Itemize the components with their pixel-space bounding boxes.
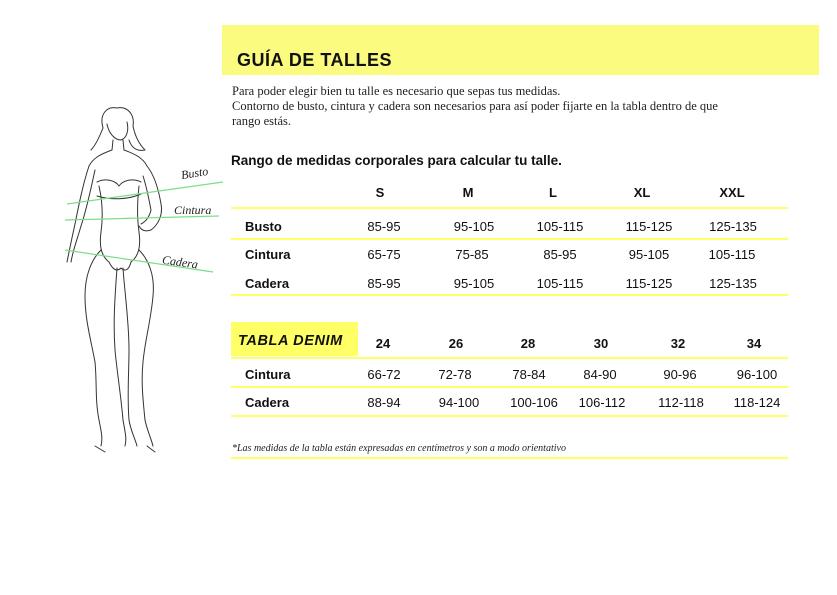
row-label-cadera: Cadera — [245, 395, 290, 410]
row-label-cadera: Cadera — [245, 276, 290, 291]
denim-size-header: 26 — [448, 336, 464, 351]
row-label-cintura: Cintura — [245, 367, 291, 382]
table-cell: 105-115 — [536, 276, 584, 291]
table-divider — [231, 207, 788, 209]
size-header-s: S — [375, 185, 385, 200]
table-cell: 78-84 — [512, 367, 546, 382]
table-cell: 72-78 — [438, 367, 472, 382]
table-cell: 105-115 — [536, 219, 584, 234]
table-cell: 88-94 — [367, 395, 401, 410]
table-cell: 115-125 — [625, 219, 673, 234]
table-cell: 105-115 — [708, 247, 756, 262]
table-cell: 125-135 — [709, 276, 757, 291]
table-cell: 95-105 — [628, 247, 670, 262]
intro-line-2: Contorno de busto, cintura y cadera son necesarios para así poder fijarte en la tabla dentro de que — [232, 99, 718, 113]
table-cell: 95-105 — [453, 276, 495, 291]
table-divider — [231, 415, 788, 417]
footnote: *Las medidas de la tabla están expresadas en centímetros y son a modo orientativo — [232, 443, 566, 454]
denim-size-header: 28 — [520, 336, 536, 351]
table-cell: 94-100 — [438, 395, 480, 410]
denim-size-header: 24 — [375, 336, 391, 351]
size-table-subtitle: Rango de medidas corporales para calcular tu talle. — [231, 153, 562, 168]
table-cell: 84-90 — [583, 367, 617, 382]
size-header-l: L — [549, 185, 557, 200]
table-cell: 85-95 — [543, 247, 577, 262]
cintura-figure-label: Cintura — [174, 203, 212, 217]
page-title: GUÍA DE TALLES — [237, 50, 392, 70]
table-cell: 95-105 — [453, 219, 495, 234]
intro-text — [232, 84, 792, 129]
table-cell: 118-124 — [733, 395, 781, 410]
table-cell: 90-96 — [663, 367, 697, 382]
size-header-xl: XL — [633, 185, 651, 200]
denim-table-label: TABLA DENIM — [238, 333, 343, 349]
table-divider — [231, 238, 788, 240]
busto-figure-label: Busto — [179, 163, 210, 183]
intro-line-1: Para poder elegir bien tu talle es necesario que sepas tus medidas. — [232, 84, 561, 98]
denim-size-header: 34 — [746, 336, 762, 351]
table-cell: 65-75 — [367, 247, 401, 262]
footnote-underline — [231, 457, 788, 459]
body-figure-illustration — [55, 100, 225, 460]
table-cell: 115-125 — [625, 276, 673, 291]
denim-size-header: 32 — [670, 336, 686, 351]
table-divider — [231, 294, 788, 296]
denim-size-header: 30 — [593, 336, 609, 351]
table-cell: 85-95 — [367, 276, 401, 291]
table-divider — [231, 386, 788, 388]
table-divider — [231, 357, 788, 359]
table-cell: 75-85 — [455, 247, 489, 262]
cadera-figure-label: Cadera — [161, 252, 199, 272]
size-header-xxl: XXL — [719, 185, 745, 200]
row-label-cintura: Cintura — [245, 247, 291, 262]
table-cell: 112-118 — [658, 395, 704, 410]
table-cell: 100-106 — [510, 395, 558, 410]
table-cell: 125-135 — [709, 219, 757, 234]
table-cell: 66-72 — [367, 367, 401, 382]
table-cell: 85-95 — [367, 219, 401, 234]
intro-line-3: rango estás. — [232, 114, 292, 128]
row-label-busto: Busto — [245, 219, 282, 234]
table-cell: 96-100 — [736, 367, 778, 382]
size-header-m: M — [462, 185, 474, 200]
table-cell: 106-112 — [578, 395, 626, 410]
